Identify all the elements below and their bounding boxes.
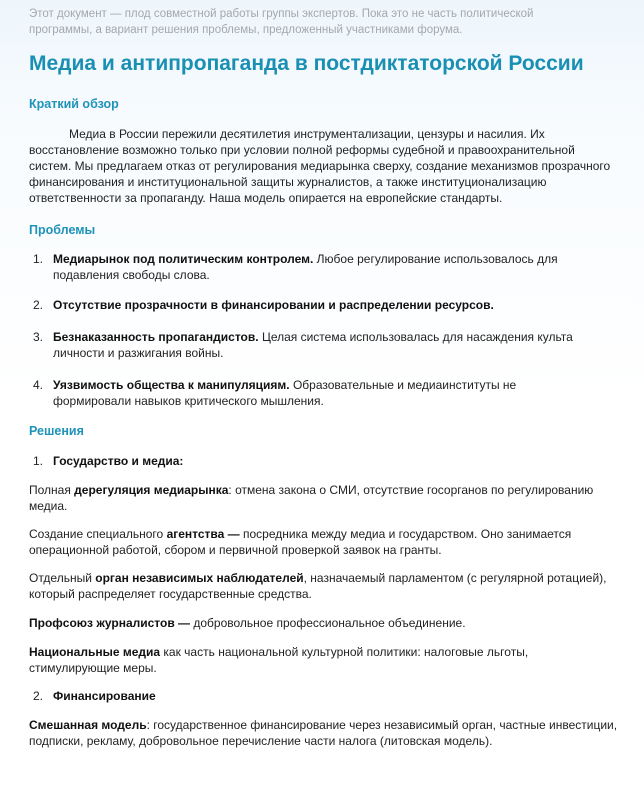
- overview-text: Медиа в России пережили десятилетия инструментализации, цензуры и насилия. Их восстановление возможно только при условии полной реформы судебной и правоохранительной систем. Мы предлагаем отказ от регулирования медиарынка сверху, создание механизмов прозрачного финансирования и институциональной защиты журналистов, а также институционализацию ответственности за пропаганду. Наша модель опирается на европейские стандарты.: [29, 127, 611, 205]
- paragraph-text: : отмена закона о СМИ, отсутствие госорганов по регулированию медиа.: [29, 483, 594, 513]
- paragraph-text: Создание специального: [29, 527, 167, 541]
- solutions-subheading: [33, 688, 593, 704]
- paragraph-bold: Смешанная модель: [29, 718, 147, 732]
- problem-number: 1.: [33, 252, 44, 266]
- paragraph-text: как часть национальной культурной политики: налоговые льготы, стимулирующие меры.: [29, 645, 529, 675]
- paragraph-bold: орган независимых наблюдателей: [95, 571, 304, 585]
- problem-item: [33, 329, 593, 361]
- problem-title: Безнаказанность пропагандистов.: [53, 330, 259, 344]
- problem-item: [33, 251, 593, 283]
- solutions-heading: Решения: [29, 424, 84, 438]
- problem-item: [33, 377, 593, 409]
- subheading-number: 1.: [33, 454, 44, 468]
- problem-title: Уязвимость общества к манипуляциям.: [53, 378, 290, 392]
- problem-text: Целая система использовалась для насаждения культа личности и разжигания войны.: [53, 330, 573, 360]
- solution-paragraph: [29, 526, 619, 558]
- problem-item: [33, 297, 593, 313]
- paragraph-text: Полная: [29, 483, 75, 497]
- problem-text: Любое регулирование использовалось для подавления свободы слова.: [53, 252, 558, 282]
- subheading-label: Финансирование: [53, 689, 156, 703]
- paragraph-text: посредника между медиа и государством. Оно занимается операционной работой, сбором и первичной проверкой заявок на гранты.: [29, 527, 572, 557]
- paragraph-bold: Профсоюз журналистов —: [29, 616, 191, 630]
- subheading-label: Государство и медиа:: [53, 454, 184, 468]
- paragraph-text: , назначаемый парламентом (с регулярной ротацией), который распределяет государственные средства.: [29, 571, 607, 601]
- problem-title: Отсутствие прозрачности в финансировании и распределении ресурсов.: [53, 298, 494, 312]
- paragraph-bold: Национальные медиа: [29, 645, 161, 659]
- problem-number: 2.: [33, 298, 44, 312]
- solution-paragraph: [29, 482, 619, 514]
- solution-paragraph: [29, 717, 619, 749]
- solution-paragraph: [29, 615, 619, 631]
- disclaimer-note: Этот документ — плод совместной работы группы экспертов. Пока это не часть политической программы, а вариант решения проблемы, предложенный участниками форума.: [29, 8, 534, 36]
- solution-paragraph: [29, 570, 619, 602]
- problem-number: 3.: [33, 330, 44, 344]
- paragraph-bold: дерегуляция медиарынка: [74, 483, 229, 497]
- problem-title: Медиарынок под политическим контролем.: [53, 252, 314, 266]
- problems-heading: Проблемы: [29, 223, 96, 237]
- page-title: Медиа и антипропаганда в постдиктаторской России: [29, 52, 584, 75]
- solutions-subheading: [33, 453, 593, 469]
- overview-heading: Краткий обзор: [29, 97, 119, 111]
- paragraph-bold: агентства —: [166, 527, 240, 541]
- subheading-number: 2.: [33, 689, 44, 703]
- problem-text: Образовательные и медиаинституты не формировали навыков критического мышления.: [53, 378, 517, 408]
- paragraph-text: : государственное финансирование через независимый орган, частные инвестиции, подписки, рекламу, добровольное перечисление части налога (литовская модель).: [29, 718, 618, 748]
- paragraph-text: добровольное профессиональное объединение.: [190, 616, 466, 630]
- paragraph-text: Отдельный: [29, 571, 96, 585]
- problem-number: 4.: [33, 378, 44, 392]
- solution-paragraph: [29, 644, 619, 676]
